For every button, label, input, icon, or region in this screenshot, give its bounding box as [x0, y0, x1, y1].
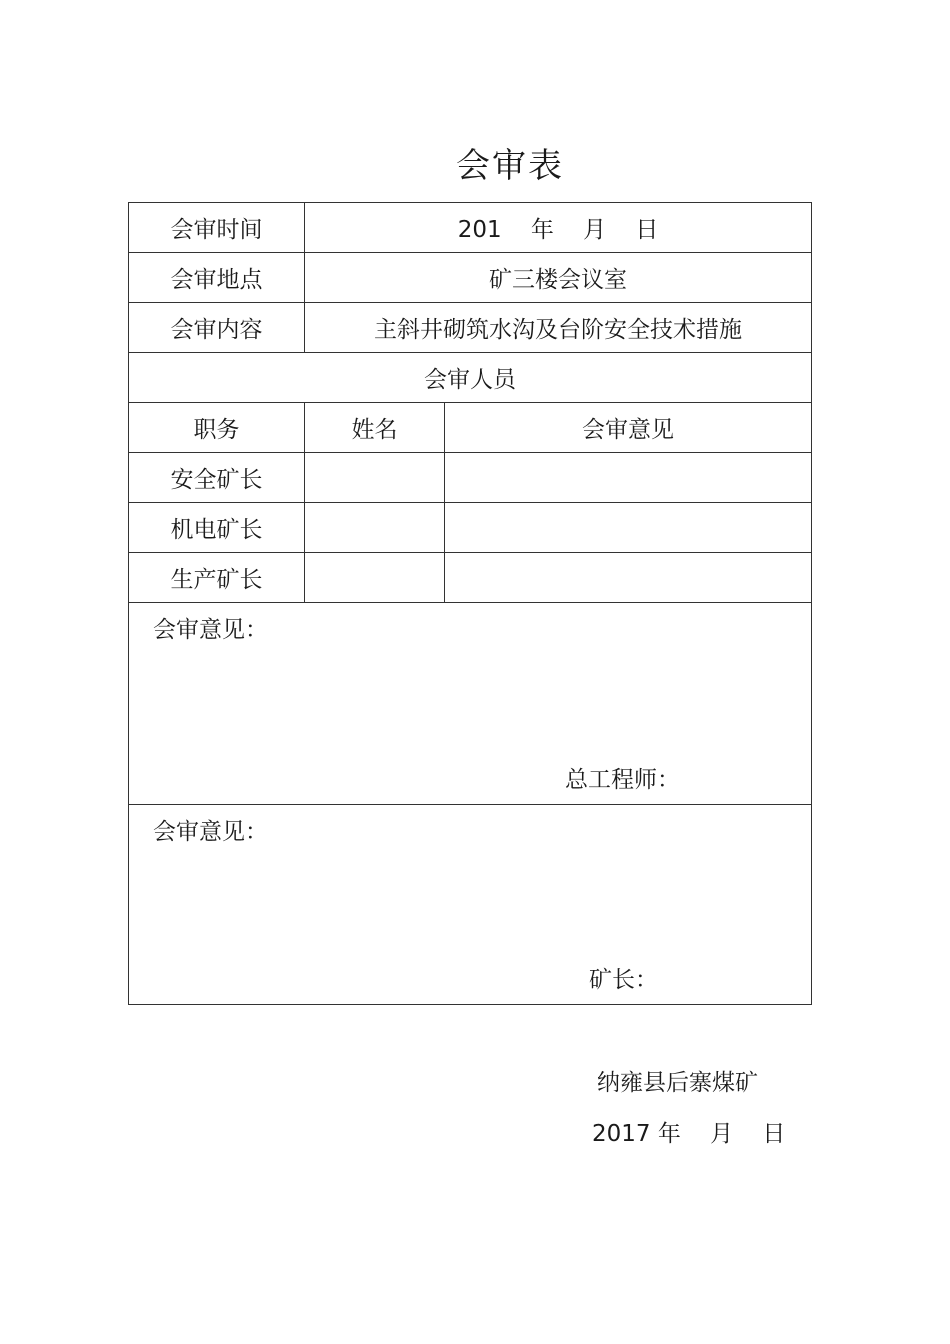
review-time-label: 会审时间 — [129, 203, 305, 253]
footer-date: 2017 年 月 日 — [592, 1121, 786, 1147]
opinion-label: 会审意见： — [153, 617, 268, 643]
name-cell[interactable] — [305, 453, 445, 503]
opinion-cell[interactable] — [445, 453, 812, 503]
chief-engineer-opinion-box[interactable] — [129, 603, 812, 805]
review-content-label: 会审内容 — [129, 303, 305, 353]
review-table — [128, 202, 812, 1005]
name-cell[interactable] — [305, 553, 445, 603]
role-electromech-director: 机电矿长 — [129, 503, 305, 553]
mine-director-opinion-row — [129, 805, 812, 1005]
chief-engineer-signature-label: 总工程师： — [565, 767, 680, 793]
review-place-value[interactable]: 矿三楼会议室 — [305, 253, 812, 303]
mine-director-opinion-box[interactable] — [129, 805, 812, 1005]
personnel-row — [129, 553, 812, 603]
review-place-label: 会审地点 — [129, 253, 305, 303]
page-title: 会审表 — [456, 146, 564, 186]
personnel-header-row — [129, 353, 812, 403]
personnel-row — [129, 453, 812, 503]
opinion-label: 会审意见： — [153, 819, 268, 845]
review-time-value[interactable]: 201 年 月 日 — [305, 203, 812, 253]
opinion-cell[interactable] — [445, 553, 812, 603]
col-role-header: 职务 — [129, 403, 305, 453]
col-name-header: 姓名 — [305, 403, 445, 453]
personnel-column-header-row — [129, 403, 812, 453]
opinion-cell[interactable] — [445, 503, 812, 553]
col-opinion-header: 会审意见 — [445, 403, 812, 453]
name-cell[interactable] — [305, 503, 445, 553]
role-safety-director: 安全矿长 — [129, 453, 305, 503]
personnel-row — [129, 503, 812, 553]
chief-engineer-opinion-row — [129, 603, 812, 805]
personnel-header: 会审人员 — [129, 353, 812, 403]
role-production-director: 生产矿长 — [129, 553, 305, 603]
mine-director-signature-label: 矿长： — [589, 967, 658, 993]
review-time-row — [129, 203, 812, 253]
organization-name: 纳雍县后寨煤矿 — [597, 1070, 758, 1096]
review-content-row — [129, 303, 812, 353]
review-content-value[interactable]: 主斜井砌筑水沟及台阶安全技术措施 — [305, 303, 812, 353]
review-place-row — [129, 253, 812, 303]
